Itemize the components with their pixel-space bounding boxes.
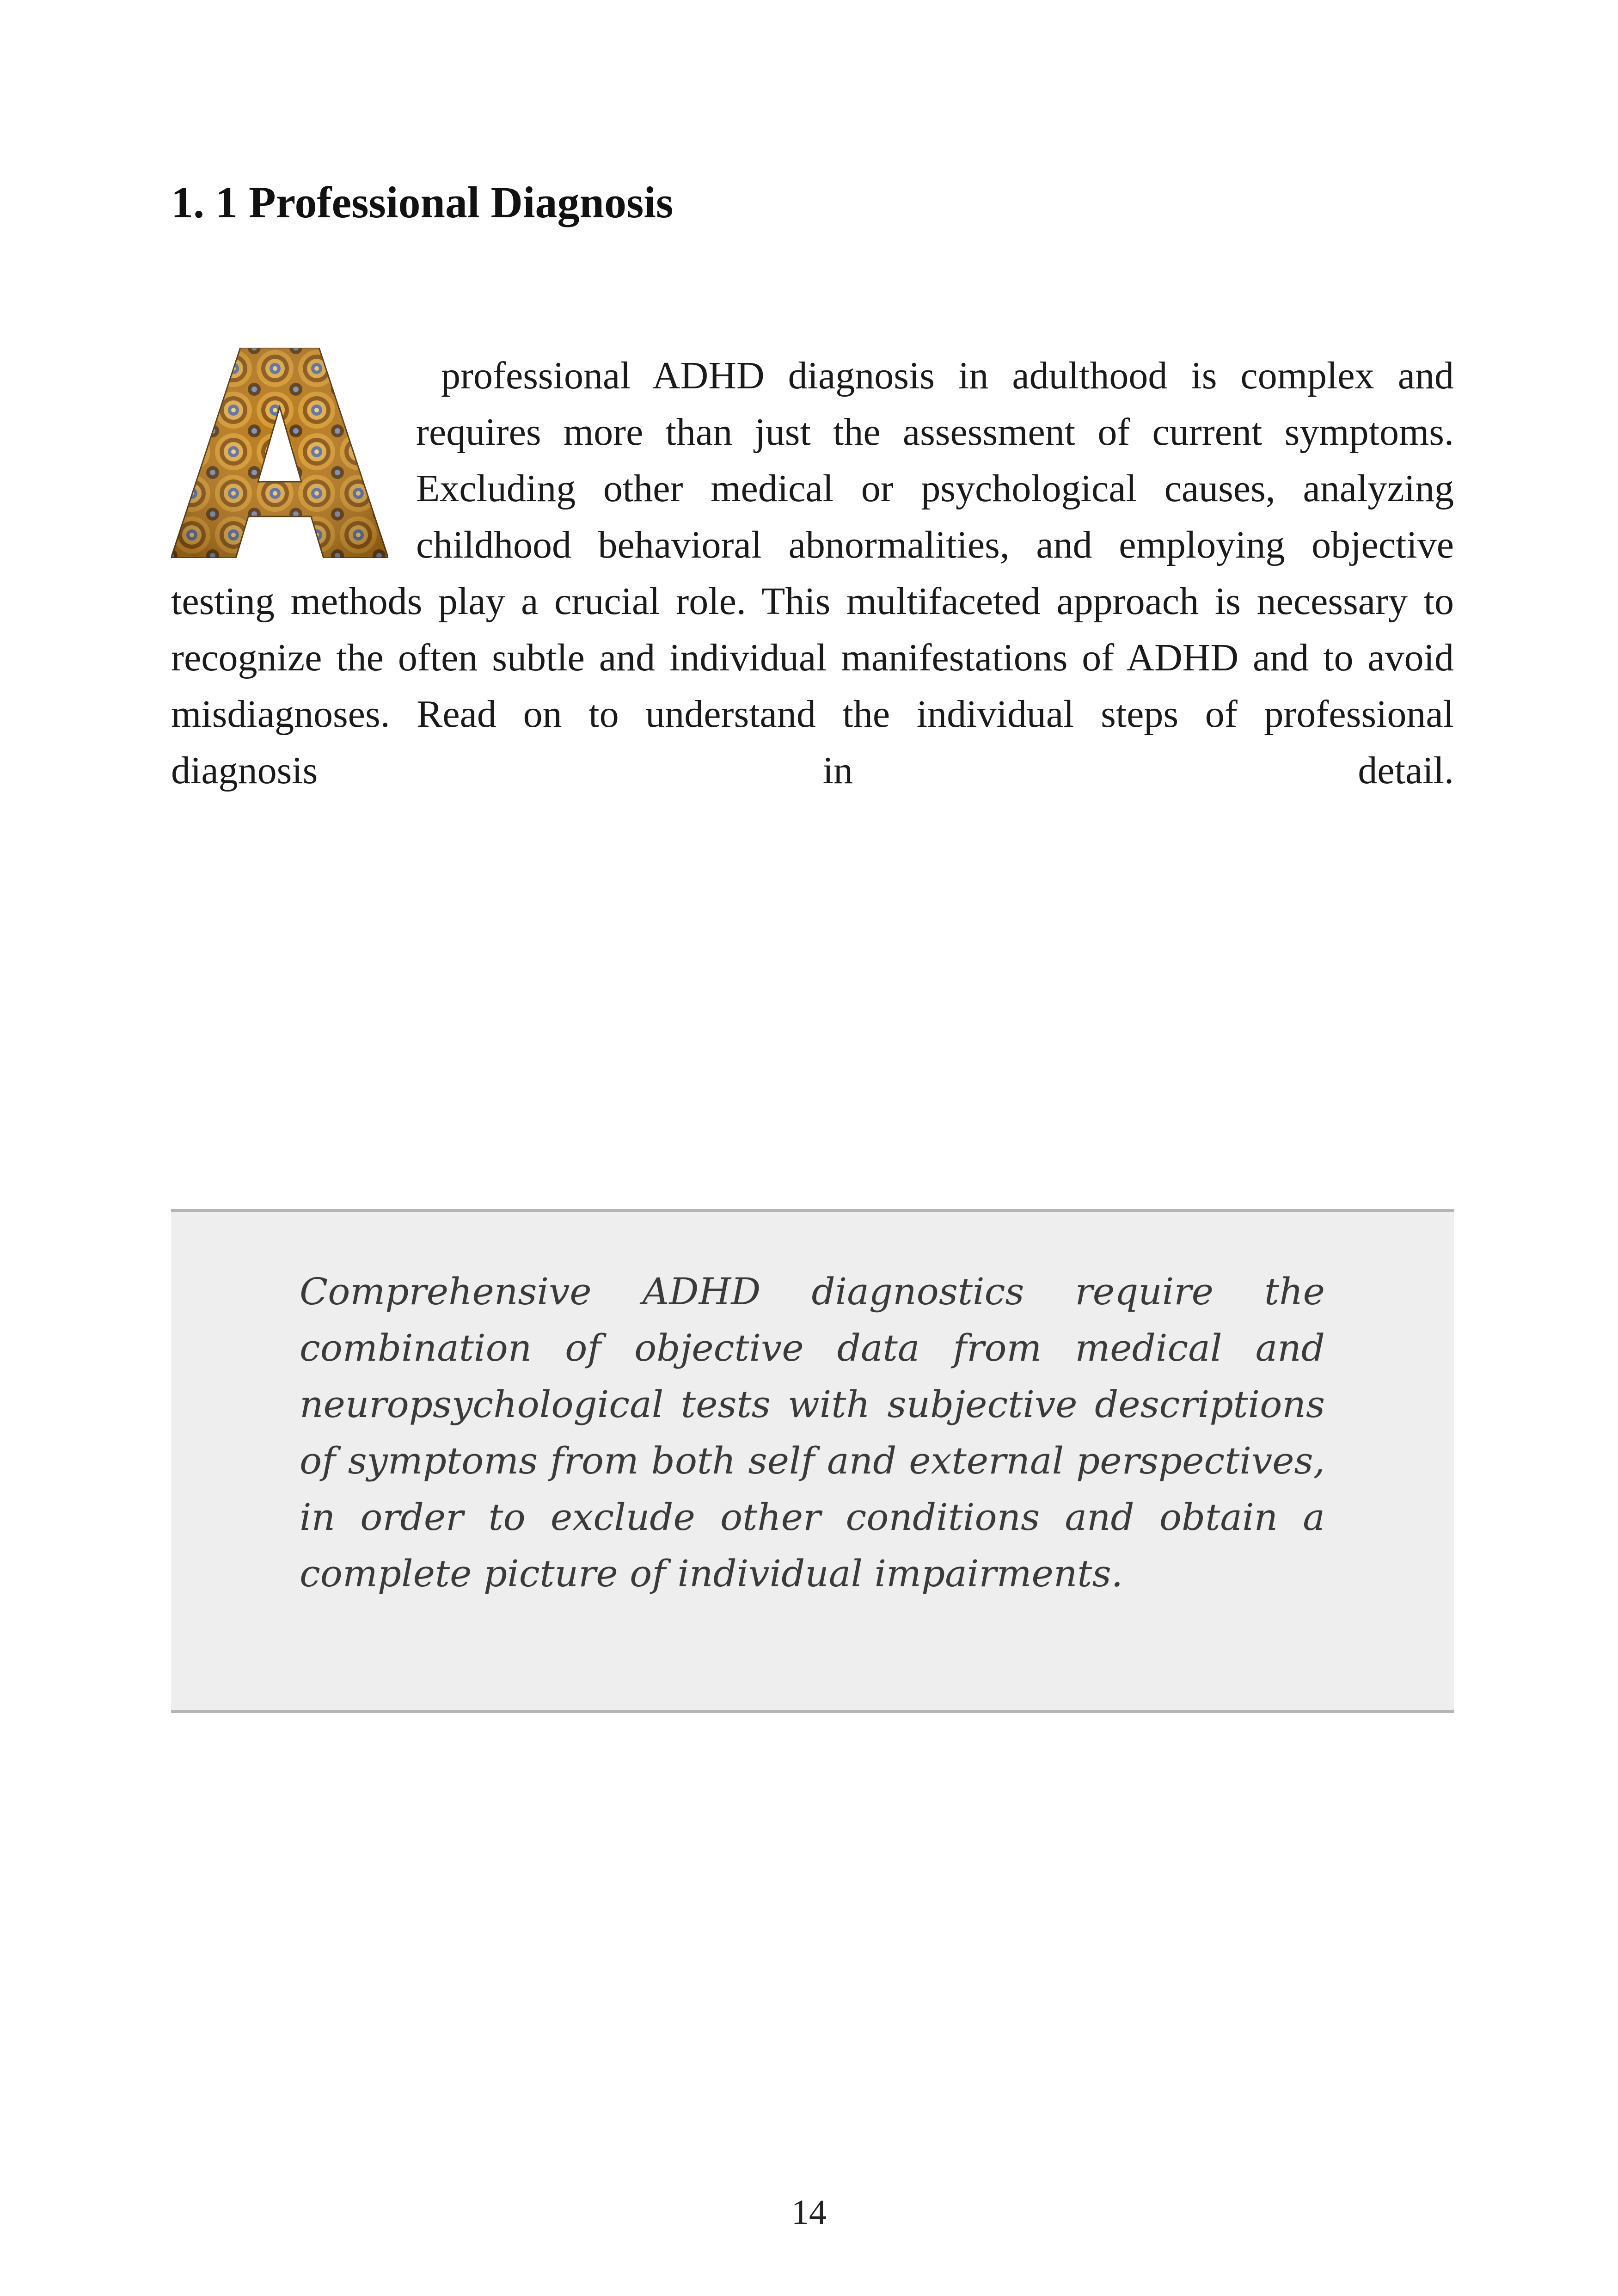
section-heading: 1. 1 Professional Diagnosis: [171, 178, 674, 227]
intro-paragraph: [171, 348, 1454, 799]
callout-box: [171, 1209, 1454, 1713]
callout-text: Comprehensive ADHD diagnostics require the combination of objective data from medical and neuropsychological tests with subjective descriptions of symptoms from both self and external perspectives, in order to exclude other conditions and obtain a complete picture of individual impairments.: [300, 1270, 1325, 1595]
intro-paragraph-text: professional ADHD diagnosis in adulthood is complex and requires more than just the assessment of current symptoms. Excluding other medical or psychological causes, analyzing childhood behavioral abnormalities, and employing objective testing methods play a crucial role. This multifaceted approach is necessary to recognize the often subtle and individual manifestations of ADHD and to avoid misdiagnoses. Read on to understand the individual steps of professional diagnosis in detail.: [171, 354, 1454, 792]
page-number: 14: [791, 2193, 827, 2232]
drop-cap-ornament: [171, 348, 388, 558]
decorative-letter-a-icon: [171, 348, 388, 558]
